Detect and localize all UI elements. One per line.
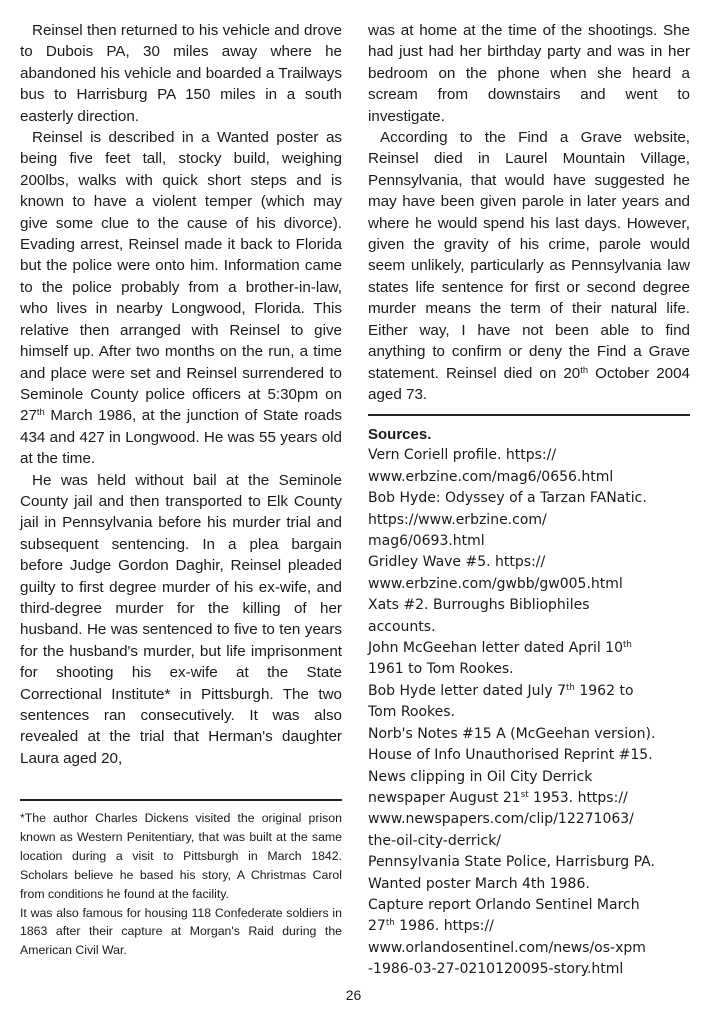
- paragraph-text: Reinsel is described in a Wanted poster as being five feet tall, stocky build, weighing 200lbs, walks with quick short steps and is known to have a violent temper (which may give some clue to the cause of his divorce). Evading arrest, Reinsel made it back to Florida but the police were onto him. Information came to the police probably from a brother-in-law, who lives in nearby Longwood, Florida. This relative then arranged with Reinsel to give himself up. After two months on the run, a time and place were set and Reinsel surrendered to Seminole County police officers at 5:30pm on 27: [20, 129, 342, 425]
- source-line: mag6/0693.html: [368, 533, 485, 550]
- source-text: 1962 to: [574, 682, 634, 699]
- footnote-text: It was also famous for housing 118 Confederate soldiers in 1863 after their capture at Morgan's Raid during the American Civil War.: [20, 905, 342, 958]
- sources-divider: [368, 414, 690, 416]
- source-line: www.erbzine.com/gwbb/gw005.html: [368, 575, 623, 592]
- source-line: Vern Coriell profile. https://: [368, 447, 557, 464]
- source-line: https://www.erbzine.com/: [368, 511, 547, 528]
- right-column: [368, 20, 690, 405]
- source-line: Tom Rookes.: [368, 704, 456, 721]
- source-line: Xats #2. Burroughs Bibliophiles: [368, 597, 590, 614]
- source-text: 1986. https://: [394, 918, 494, 935]
- source-line: www.newspapers.com/clip/12271063/: [368, 811, 634, 828]
- source-line: [368, 681, 694, 702]
- source-line: Wanted poster March 4th 1986.: [368, 875, 590, 892]
- sources-list: [368, 424, 694, 981]
- ordinal-suffix: th: [385, 918, 395, 929]
- paragraph: [368, 127, 690, 405]
- source-line: accounts.: [368, 618, 436, 635]
- source-text: John McGeehan letter dated April 10: [368, 640, 623, 657]
- source-line: 1961 to Tom Rookes.: [368, 661, 514, 678]
- source-line: Gridley Wave #5. https://: [368, 554, 546, 571]
- source-text: 1953. https://: [528, 789, 628, 806]
- source-text: newspaper August 21: [368, 789, 521, 806]
- source-text: Bob Hyde letter dated July 7: [368, 682, 567, 699]
- sources-heading: Sources.: [368, 426, 432, 443]
- source-line: [368, 638, 694, 659]
- footnote-divider: [20, 799, 342, 801]
- paragraph: was at home at the time of the shootings. She had just had her birthday party and was in her bedroom on the phone when she heard a scream from downstairs and went to investigate.: [368, 22, 690, 125]
- left-column: [20, 20, 342, 769]
- page-number: 26: [345, 987, 362, 1003]
- source-line: the-oil-city-derrick/: [368, 832, 502, 849]
- paragraph-text: October 2004 aged 73.: [368, 364, 690, 403]
- ordinal-suffix: st: [520, 790, 529, 801]
- source-line: [368, 916, 694, 937]
- source-line: [368, 788, 694, 809]
- ordinal-suffix: th: [566, 683, 575, 694]
- source-line: www.erbzine.com/mag6/0656.html: [368, 468, 614, 485]
- paragraph: He was held without bail at the Seminole County jail and then transported to Elk County jail in Pennsylvania before his murder trial and subsequent sentencing. In a plea bargain before Judge Gordon Daghir, Reinsel pleaded guilty to first degree murder of his ex-wife, and third-degree murder for the killing of her husband. He was sentenced to five to ten years for the husband's murder, but life imprisonment for shooting his ex-wife at the State Correctional Institute* in Pittsburgh. The two sentences ran consecutively. It was also revealed at the trial that Herman's daughter Laura aged 20,: [20, 471, 342, 767]
- ordinal-suffix: th: [36, 406, 45, 418]
- paragraph: [20, 127, 342, 470]
- source-line: Capture report Orlando Sentinel March: [368, 896, 640, 913]
- source-line: Norb's Notes #15 A (McGeehan version).: [368, 725, 656, 742]
- source-line: -1986-03-27-0210120095-story.html: [368, 961, 624, 978]
- paragraph: Reinsel then returned to his vehicle and drove to Dubois PA, 30 miles away where he abandoned his vehicle and boarded a Trailways bus to Harrisburg PA 150 miles in a south easterly direction.: [20, 22, 342, 125]
- footnote-text: *The author Charles Dickens visited the original prison known as Western Penitentiary, that was built at the same location during a visit to Pittsburgh in March 1842. Scholars believe he based his story, A Christmas Carol from conditions he found at the facility.: [20, 811, 342, 901]
- source-line: News clipping in Oil City Derrick: [368, 768, 593, 785]
- source-line: House of Info Unauthorised Reprint #15.: [368, 747, 653, 764]
- footnote: [20, 809, 342, 960]
- paragraph-text: March 1986, at the junction of State roads 434 and 427 in Longwood. He was 55 years old at the time.: [20, 407, 342, 468]
- source-text: 27: [368, 918, 386, 935]
- ordinal-suffix: th: [580, 363, 589, 375]
- ordinal-suffix: th: [623, 640, 632, 651]
- source-line: Bob Hyde: Odyssey of a Tarzan FANatic.: [368, 490, 647, 507]
- paragraph-text: According to the Find a Grave website, Reinsel died in Laurel Mountain Village, Pennsylvania, that would have suggested he may have been given parole in later years and where he would spend his last days. However, given the gravity of his crime, parole would seem unlikely, particularly as Pennsylvania law states life sentence for first or second degree murder means the term of their natural life. Either way, I have not been able to find anything to confirm or deny the Find a Grave statement. Reinsel died on 20: [368, 129, 690, 382]
- source-line: Pennsylvania State Police, Harrisburg PA.: [368, 854, 655, 871]
- source-line: www.orlandosentinel.com/news/os-xpm: [368, 939, 646, 956]
